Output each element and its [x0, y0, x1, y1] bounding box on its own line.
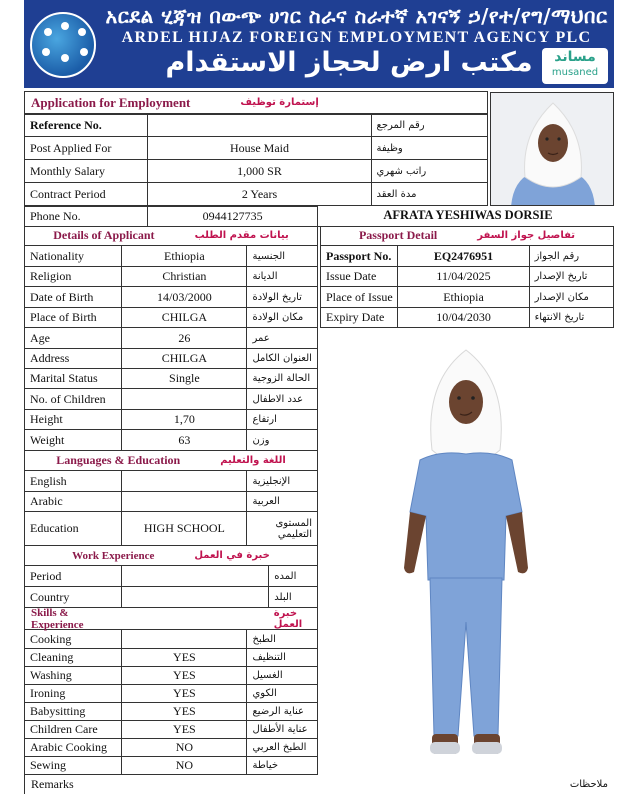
details-row-label: Marital Status	[25, 368, 122, 388]
passport-row-label-ar: تاريخ الانتهاء	[534, 311, 585, 323]
details-row-label-ar: الديانة	[252, 270, 278, 282]
details-row	[24, 328, 318, 349]
languages-row-value	[122, 491, 247, 511]
banner-arabic-title: مكتب ارض لحجاز الاستقدام	[165, 47, 533, 78]
top-row-label: Reference No.	[25, 114, 148, 136]
details-row	[24, 368, 318, 389]
remarks-row	[24, 774, 614, 794]
agency-globe-logo	[30, 12, 96, 78]
passport-row-label-ar: مكان الإصدار	[534, 291, 589, 303]
details-row-label: Height	[25, 409, 122, 429]
skills-row	[24, 756, 318, 775]
details-row-value: 14/03/2000	[122, 287, 247, 307]
remarks-label: Remarks	[31, 776, 74, 791]
work-row-label: Period	[25, 566, 122, 586]
details-row-label: Age	[25, 328, 122, 348]
skills-row-label-ar: الطبخ	[252, 633, 276, 645]
work-row	[24, 566, 318, 587]
skills-row	[24, 720, 318, 739]
skills-row-label: Ironing	[25, 684, 122, 702]
passport-heading-row	[320, 226, 614, 246]
details-heading-row	[24, 226, 318, 246]
details-row	[24, 287, 318, 308]
banner-amharic-title: አርደል ሂጃዝ በውጭ ሀገር ስራና ስራተኛ አገናኝ ኃ/የተ/የግ/ማህበር	[105, 4, 608, 28]
remarks-label-ar: ملاحظات	[569, 778, 608, 790]
skills-row-value	[122, 630, 247, 648]
details-row-label: Nationality	[25, 246, 122, 266]
phone-row	[24, 206, 318, 227]
details-row	[24, 266, 318, 287]
skills-row	[24, 648, 318, 667]
details-row-label-ar: عدد الاطفال	[252, 393, 304, 405]
passport-row	[320, 266, 614, 287]
skills-row-value: YES	[122, 666, 247, 684]
details-row-label-ar: مكان الولادة	[252, 311, 304, 323]
details-row-label: No. of Children	[25, 389, 122, 409]
skills-row-label: Arabic Cooking	[25, 738, 122, 756]
details-row	[24, 430, 318, 451]
languages-heading-row	[24, 450, 318, 471]
passport-row-value: 10/04/2030	[398, 307, 529, 327]
skills-row-label-ar: عناية الأطفال	[252, 723, 308, 735]
work-row-label: Country	[25, 587, 122, 607]
details-row	[24, 389, 318, 410]
details-row	[24, 246, 318, 267]
skills-row-label: Sewing	[25, 756, 122, 774]
agency-banner	[24, 0, 614, 88]
details-row-label-ar: وزن	[252, 434, 270, 446]
skills-row	[24, 666, 318, 685]
details-row-value: 1,70	[122, 409, 247, 429]
details-row-label-ar: ارتفاع	[252, 413, 277, 425]
languages-row-label: Arabic	[25, 491, 122, 511]
top-row-value: 2 Years	[148, 183, 371, 205]
skills-row-label-ar: الغسيل	[252, 669, 283, 681]
top-row-value: 1,000 SR	[148, 160, 371, 182]
top-row-label: Contract Period	[25, 183, 148, 205]
languages-row-value	[122, 471, 247, 491]
top-row	[24, 183, 488, 206]
top-row-label: Post Applied For	[25, 137, 148, 159]
top-row-label-ar: رقم المرجع	[376, 119, 425, 131]
details-row-label: Address	[25, 348, 122, 368]
applicant-name: AFRATA YESHIWAS DORSIE	[383, 208, 553, 222]
details-row	[24, 307, 318, 328]
phone-label: Phone No.	[25, 207, 148, 226]
work-row-label-ar: المده	[274, 570, 297, 582]
work-row-value	[122, 587, 269, 607]
top-row-label: Monthly Salary	[25, 160, 148, 182]
details-row-label: Religion	[25, 266, 122, 286]
passport-heading-ar: تفاصيل جواز السفر	[477, 230, 576, 241]
languages-heading-ar: اللغة والتعليم	[220, 454, 286, 466]
passport-row-value: 11/04/2025	[398, 266, 529, 286]
passport-row-label: Place of Issue	[321, 287, 398, 307]
top-row	[24, 160, 488, 183]
skills-row-value: YES	[122, 648, 247, 666]
top-row	[24, 137, 488, 160]
details-row-value: CHILGA	[122, 307, 247, 327]
form-title: Application for Employment	[31, 94, 191, 110]
skills-row-value: NO	[122, 756, 247, 774]
skills-row-label: Cleaning	[25, 648, 122, 666]
skills-row-label-ar: الكوي	[252, 687, 277, 699]
details-row-label: Place of Birth	[25, 307, 122, 327]
skills-row-label: Babysitting	[25, 702, 122, 720]
passport-row-label-ar: رقم الجواز	[534, 250, 580, 262]
details-row-value	[122, 389, 247, 409]
skills-row-value: NO	[122, 738, 247, 756]
details-row-label: Date of Birth	[25, 287, 122, 307]
languages-row	[24, 491, 318, 512]
details-row	[24, 348, 318, 369]
details-row-value: 63	[122, 430, 247, 450]
top-row-value: House Maid	[148, 137, 371, 159]
skills-row	[24, 630, 318, 649]
skills-heading-row	[24, 608, 318, 630]
details-heading-ar: بيانات مقدم الطلب	[194, 230, 289, 241]
details-row	[24, 409, 318, 430]
skills-row-value: YES	[122, 684, 247, 702]
languages-row-label-ar: العربية	[252, 495, 280, 507]
languages-row-value: HIGH SCHOOL	[122, 512, 247, 545]
details-row-label-ar: الحالة الزوجية	[252, 372, 311, 384]
skills-row-label-ar: خياطة	[252, 759, 279, 771]
passport-row	[320, 246, 614, 267]
full-body-photo	[380, 332, 550, 768]
top-row-value	[148, 114, 371, 136]
passport-row-label: Issue Date	[321, 266, 398, 286]
skills-heading-ar: خبرة العمل	[273, 607, 303, 630]
work-row-value	[122, 566, 269, 586]
passport-row	[320, 287, 614, 308]
musaned-logo: مساند musaned	[542, 48, 608, 84]
details-row-value: Ethiopia	[122, 246, 247, 266]
work-heading-ar: خبرة في العمل	[194, 550, 270, 561]
details-row-label-ar: عمر	[252, 332, 270, 344]
banner-english-title: ARDEL HIJAZ FOREIGN EMPLOYMENT AGENCY PLC	[121, 29, 592, 46]
form-title-ar: إستمارة توظيف	[240, 97, 319, 108]
languages-heading: Languages & Education	[56, 452, 181, 467]
details-row-label: Weight	[25, 430, 122, 450]
portrait-photo	[490, 92, 614, 206]
details-row-label-ar: الجنسية	[252, 250, 286, 262]
skills-row-label-ar: التنظيف	[252, 651, 286, 663]
details-heading: Details of Applicant	[53, 228, 155, 242]
skills-heading: Skills & Experience	[31, 606, 84, 631]
skills-row-label: Children Care	[25, 720, 122, 738]
work-row	[24, 587, 318, 608]
passport-row-label: Passport No.	[321, 246, 398, 266]
work-heading: Work Experience	[72, 549, 155, 562]
skills-row-label-ar: الطبخ العربي	[252, 741, 307, 753]
passport-row-label-ar: تاريخ الإصدار	[534, 270, 588, 282]
skills-row-value: YES	[122, 702, 247, 720]
details-row-value: CHILGA	[122, 348, 247, 368]
details-row-label-ar: العنوان الكامل	[252, 352, 312, 364]
languages-row-label-ar: الإنجليزية	[252, 475, 291, 487]
form-header	[24, 91, 488, 114]
details-row-value: Single	[122, 368, 247, 388]
skills-row-label: Cooking	[25, 630, 122, 648]
languages-row-label: English	[25, 471, 122, 491]
top-row-label-ar: وظيفة	[376, 142, 403, 154]
skills-row	[24, 684, 318, 703]
details-row-value: 26	[122, 328, 247, 348]
passport-row	[320, 307, 614, 328]
phone-value: 0944127735	[202, 209, 263, 223]
passport-row-label: Expiry Date	[321, 307, 398, 327]
languages-row-label: Education	[25, 512, 122, 545]
details-row-label-ar: تاريخ الولادة	[252, 291, 302, 303]
top-row-label-ar: راتب شهري	[376, 165, 427, 177]
top-row-label-ar: مدة العقد	[376, 188, 417, 200]
skills-row-label-ar: عناية الرضيع	[252, 705, 304, 717]
passport-row-value: Ethiopia	[398, 287, 529, 307]
details-row-value: Christian	[122, 266, 247, 286]
languages-row	[24, 512, 318, 546]
passport-row-value: EQ2476951	[398, 246, 529, 266]
work-heading-row	[24, 546, 318, 566]
skills-row	[24, 702, 318, 721]
skills-row-value: YES	[122, 720, 247, 738]
languages-row-label-ar: المستوى التعليمي	[275, 517, 312, 540]
passport-heading: Passport Detail	[358, 228, 438, 242]
skills-row-label: Washing	[25, 666, 122, 684]
work-row-label-ar: البلد	[274, 591, 292, 603]
top-row	[24, 114, 488, 137]
languages-row	[24, 471, 318, 492]
skills-row	[24, 738, 318, 757]
